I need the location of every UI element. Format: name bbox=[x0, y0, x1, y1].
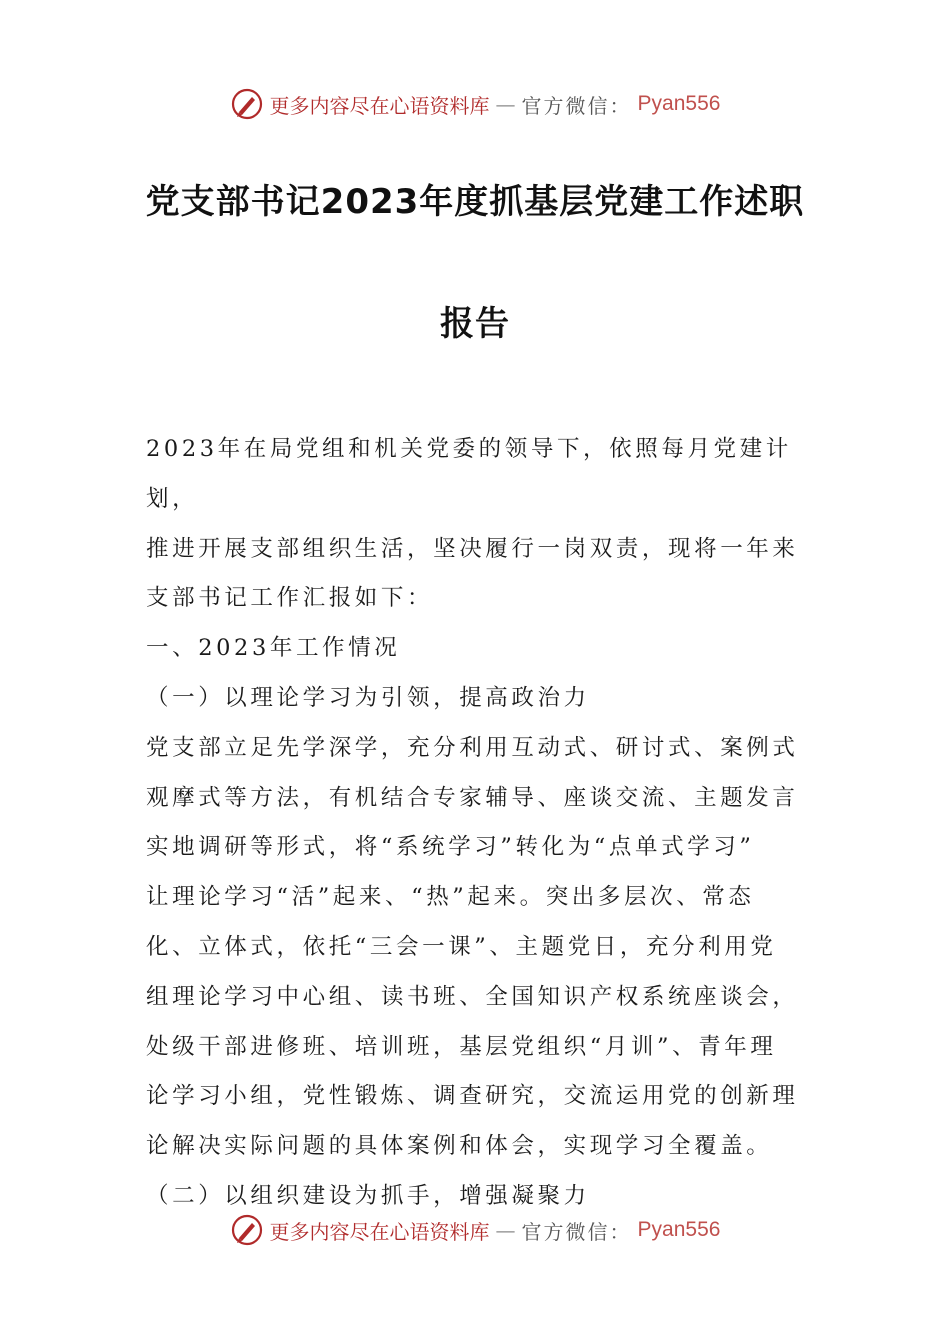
header-watermark bbox=[0, 84, 950, 124]
watermark-wechat-label: 官方微信： bbox=[521, 1219, 632, 1244]
watermark-separator: — bbox=[495, 92, 516, 116]
watermark-wechat-id: Pyan556 bbox=[637, 92, 721, 115]
body-line: 2023年在局党组和机关党委的领导下，依照每月党建计划， bbox=[146, 436, 792, 512]
pen-logo-icon bbox=[230, 87, 264, 121]
subsection-heading: （二）以组织建设为抓手，增强凝聚力 bbox=[146, 1182, 590, 1209]
watermark-wechat-label: 官方微信： bbox=[521, 93, 632, 118]
body-line: 化、立体式，依托“三会一课”、主题党日，充分利用党 bbox=[146, 933, 777, 960]
body-line: 支部书记工作汇报如下： bbox=[146, 585, 434, 612]
body-line: 论解决实际问题的具体案例和体会，实现学习全覆盖。 bbox=[146, 1133, 773, 1160]
document-title-line2: 报告 bbox=[440, 304, 510, 344]
footer-watermark bbox=[0, 1210, 950, 1250]
body-line: 让理论学习“活”起来、“热”起来。突出多层次、常态 bbox=[146, 884, 755, 911]
body-line: 党支部立足先学深学，充分利用互动式、研讨式、案例式 bbox=[146, 734, 799, 761]
body-line: 处级干部进修班、培训班，基层党组织“月训”、青年理 bbox=[146, 1033, 777, 1060]
section-heading: 一、2023年工作情况 bbox=[146, 635, 401, 662]
watermark-wechat-id: Pyan556 bbox=[637, 1218, 721, 1241]
watermark-text: 更多内容尽在心语资料库 bbox=[269, 1219, 490, 1244]
watermark-text: 更多内容尽在心语资料库 bbox=[269, 93, 490, 118]
body-line: 观摩式等方法，有机结合专家辅导、座谈交流、主题发言 bbox=[146, 784, 799, 811]
body-line: 组理论学习中心组、读书班、全国知识产权系统座谈会， bbox=[146, 983, 799, 1010]
body-line: 论学习小组，党性锻炼、调查研究，交流运用党的创新理 bbox=[146, 1083, 799, 1110]
subsection-heading: （一）以理论学习为引领，提高政治力 bbox=[146, 684, 590, 711]
pen-logo-icon bbox=[230, 1213, 264, 1247]
body-line: 实地调研等形式，将“系统学习”转化为“点单式学习” bbox=[146, 834, 755, 861]
document-body bbox=[146, 425, 816, 1222]
document-title-line1: 党支部书记2023年度抓基层党建工作述职 bbox=[145, 182, 805, 222]
watermark-separator: — bbox=[495, 1218, 516, 1242]
body-line: 推进开展支部组织生活，坚决履行一岗双责，现将一年来 bbox=[146, 535, 799, 562]
